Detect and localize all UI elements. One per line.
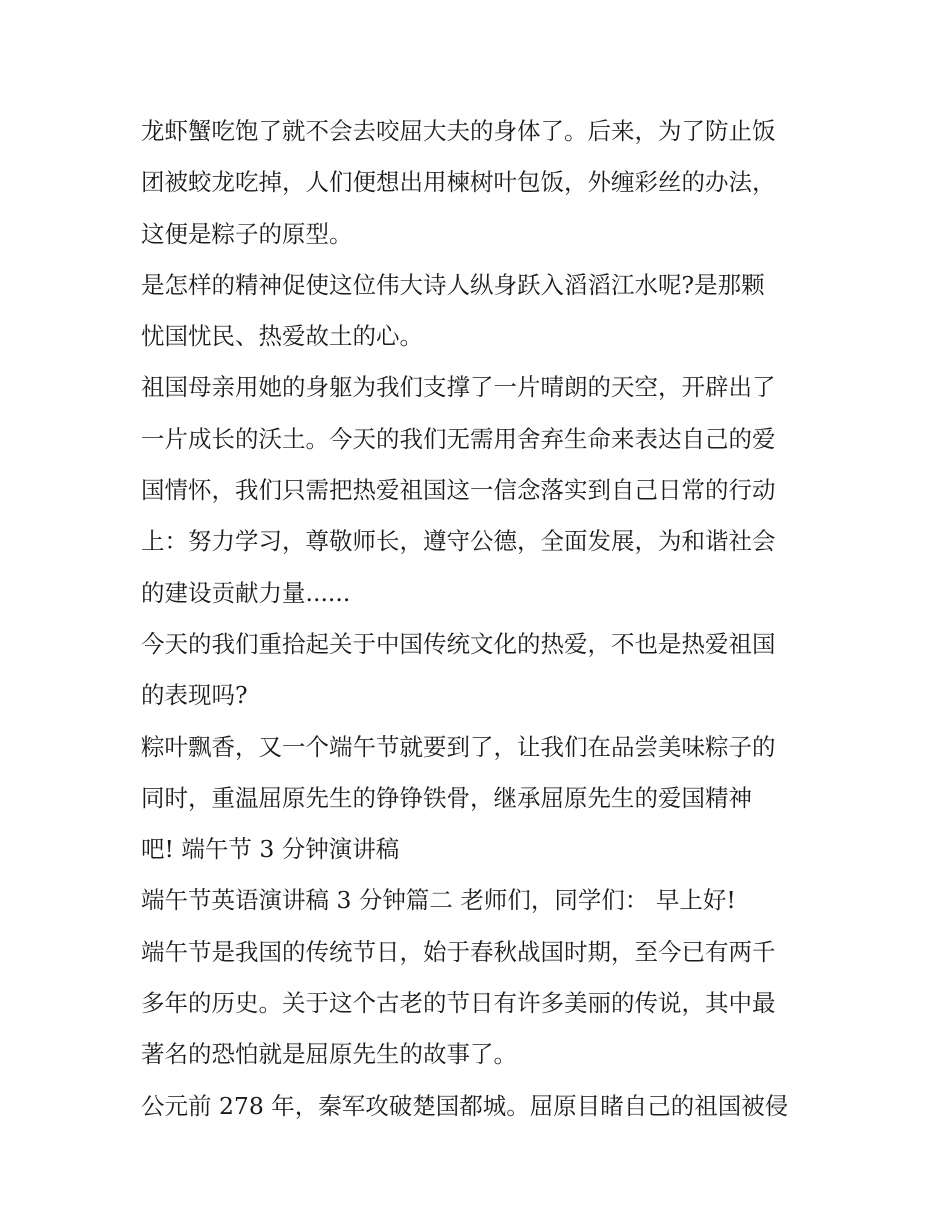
text-line: 是怎样的精神促使这位伟大诗人纵身跃入滔滔江水呢?是那颗 (141, 270, 765, 299)
text-line: 一片成长的沃土。今天的我们无需用舍弃生命来表达自己的爱 (141, 424, 776, 453)
text-line: 今天的我们重拾起关于中国传统文化的热爱，不也是热爱祖国 (141, 629, 776, 658)
text-line: 粽叶飘香，又一个端午节就要到了，让我们在品尝美味粽子的 (141, 732, 776, 761)
text-line: 国情怀，我们只需把热爱祖国这一信念落实到自己日常的行动 (141, 476, 776, 505)
text-line: 龙虾蟹吃饱了就不会去咬屈大夫的身体了。后来，为了防止饭 (141, 117, 776, 145)
text-line: 忧国忧民、热爱故土的心。 (141, 322, 423, 351)
body-text (141, 106, 821, 1132)
text-line: 祖国母亲用她的身躯为我们支撑了一片晴朗的天空，开辟出了 (141, 373, 776, 402)
text-line: 的建设贡献力量...... (141, 578, 351, 607)
text-line: 端午节是我国的传统节日，始于春秋战国时期，至今已有两千 (141, 937, 776, 966)
text-line: 团被蛟龙吃掉，人们便想出用楝树叶包饭，外缠彩丝的办法， (141, 168, 776, 197)
text-line: 吧! 端午节 3 分钟演讲稿 (141, 835, 400, 864)
text-line: 著名的恐怕就是屈原先生的故事了。 (141, 1040, 517, 1069)
text-line: 的表现吗? (141, 681, 248, 710)
text-line: 公元前 278 年，秦军攻破楚国都城。屈原目睹自己的祖国被侵 (141, 1091, 789, 1120)
text-line: 这便是粽子的原型。 (141, 219, 353, 248)
text-line: 端午节英语演讲稿 3 分钟篇二 老师们，同学们： 早上好! (141, 886, 736, 915)
text-line: 多年的历史。关于这个古老的节日有许多美丽的传说，其中最 (141, 989, 776, 1018)
text-line: 同时，重温屈原先生的铮铮铁骨，继承屈原先生的爱国精神 (141, 783, 752, 812)
text-line: 上：努力学习，尊敬师长，遵守公德，全面发展，为和谐社会 (141, 527, 776, 556)
